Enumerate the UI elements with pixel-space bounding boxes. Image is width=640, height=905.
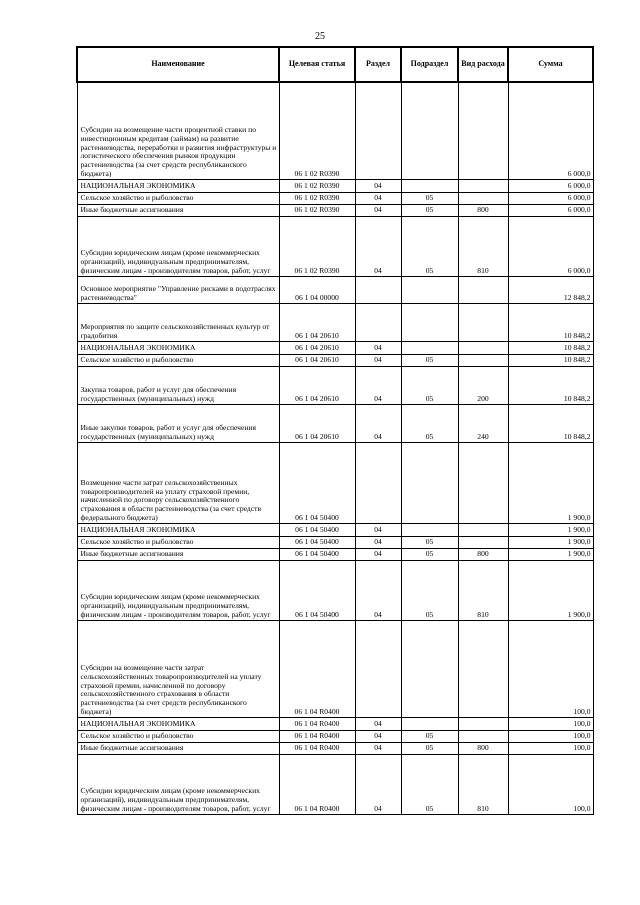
- cell-sum: 100,0: [508, 743, 593, 755]
- cell-name: Субсидии юридическим лицам (кроме некоммерческих организаций), индивидуальным предпринимателям, физическим лицам - производителям товаров, работ, услуг: [77, 217, 279, 277]
- cell-expense-type: 800: [458, 205, 508, 217]
- cell-sum: 1 900,0: [508, 537, 593, 549]
- table-row: [77, 621, 593, 718]
- cell-name: НАЦИОНАЛЬНАЯ ЭКОНОМИКА: [77, 180, 279, 193]
- cell-section: [355, 621, 401, 718]
- cell-subsection: 05: [401, 355, 458, 367]
- cell-subsection: 05: [401, 217, 458, 277]
- cell-section: 04: [355, 718, 401, 731]
- cell-target: 06 1 04 50400: [279, 443, 355, 524]
- cell-expense-type: 810: [458, 755, 508, 815]
- cell-target: 06 1 04 R0400: [279, 743, 355, 755]
- header-subsection: Подраздел: [401, 47, 458, 82]
- cell-name: Иные бюджетные ассигнования: [77, 549, 279, 561]
- cell-name: НАЦИОНАЛЬНАЯ ЭКОНОМИКА: [77, 718, 279, 731]
- cell-target: 06 1 04 R0400: [279, 731, 355, 743]
- table-row: [77, 217, 593, 277]
- cell-subsection: 05: [401, 549, 458, 561]
- cell-name: Иные закупки товаров, работ и услуг для обеспечения государственных (муниципальных) нужд: [77, 405, 279, 443]
- cell-section: 04: [355, 355, 401, 367]
- cell-target: 06 1 02 R0390: [279, 82, 355, 180]
- cell-target: 06 1 04 R0400: [279, 718, 355, 731]
- cell-name: Сельское хозяйство и рыболовство: [77, 731, 279, 743]
- cell-sum: 6 000,0: [508, 217, 593, 277]
- cell-section: 04: [355, 524, 401, 537]
- table-row: [77, 405, 593, 443]
- cell-expense-type: [458, 731, 508, 743]
- cell-section: 04: [355, 561, 401, 621]
- table-row: [77, 193, 593, 205]
- cell-expense-type: [458, 277, 508, 304]
- cell-target: 06 1 04 20610: [279, 342, 355, 355]
- cell-sum: 10 848,2: [508, 405, 593, 443]
- cell-sum: 1 900,0: [508, 549, 593, 561]
- cell-sum: 10 848,2: [508, 355, 593, 367]
- cell-name: Мероприятия по защите сельскохозяйственных культур от градобития: [77, 304, 279, 342]
- cell-expense-type: 240: [458, 405, 508, 443]
- cell-expense-type: [458, 443, 508, 524]
- table-row: [77, 549, 593, 561]
- cell-subsection: [401, 82, 458, 180]
- cell-subsection: 05: [401, 561, 458, 621]
- cell-subsection: 05: [401, 743, 458, 755]
- cell-name: Субсидии на возмещение части затрат сельскохозяйственных товаропроизводителей на уплату страховой премии, начисленной по договору сельскохозяйственного страхования в области растениеводства (за счет средств республиканского бюджета): [77, 621, 279, 718]
- cell-sum: 100,0: [508, 755, 593, 815]
- table-header-row: [77, 47, 593, 82]
- cell-section: 04: [355, 342, 401, 355]
- cell-expense-type: [458, 621, 508, 718]
- table-row: [77, 743, 593, 755]
- cell-section: 04: [355, 367, 401, 405]
- cell-expense-type: 800: [458, 743, 508, 755]
- cell-sum: 1 900,0: [508, 524, 593, 537]
- cell-subsection: [401, 443, 458, 524]
- cell-subsection: 05: [401, 755, 458, 815]
- table-row: [77, 304, 593, 342]
- cell-subsection: [401, 304, 458, 342]
- cell-sum: 1 900,0: [508, 443, 593, 524]
- cell-target: 06 1 02 R0390: [279, 193, 355, 205]
- cell-sum: 6 000,0: [508, 193, 593, 205]
- cell-subsection: [401, 277, 458, 304]
- cell-name: Возмещение части затрат сельскохозяйственных товаропроизводителей на уплату страховой премии, начисленной по договору сельскохозяйственного страхования в области растениеводства (за счет средств федерального бюджета): [77, 443, 279, 524]
- cell-expense-type: 800: [458, 549, 508, 561]
- table-row: [77, 205, 593, 217]
- cell-section: 04: [355, 205, 401, 217]
- cell-expense-type: [458, 304, 508, 342]
- cell-section: [355, 277, 401, 304]
- cell-sum: 10 848,2: [508, 304, 593, 342]
- cell-section: 04: [355, 217, 401, 277]
- cell-name: Основное мероприятие "Управление рисками в подотраслях растениеводства": [77, 277, 279, 304]
- cell-expense-type: 200: [458, 367, 508, 405]
- cell-sum: 6 000,0: [508, 82, 593, 180]
- cell-target: 06 1 04 50400: [279, 524, 355, 537]
- cell-subsection: 05: [401, 537, 458, 549]
- table-row: [77, 180, 593, 193]
- cell-target: 06 1 02 R0390: [279, 205, 355, 217]
- cell-sum: 10 848,2: [508, 342, 593, 355]
- cell-section: 04: [355, 537, 401, 549]
- cell-name: Субсидии юридическим лицам (кроме некоммерческих организаций), индивидуальным предпринимателям, физическим лицам - производителям товаров, работ, услуг: [77, 561, 279, 621]
- header-name: Наименование: [77, 47, 279, 82]
- header-target: Целевая статья: [279, 47, 355, 82]
- cell-subsection: [401, 342, 458, 355]
- header-sum: Сумма: [508, 47, 593, 82]
- cell-sum: 1 900,0: [508, 561, 593, 621]
- cell-name: Субсидии юридическим лицам (кроме некоммерческих организаций), индивидуальным предпринимателям, физическим лицам - производителям товаров, работ, услуг: [77, 755, 279, 815]
- cell-expense-type: [458, 537, 508, 549]
- cell-subsection: [401, 524, 458, 537]
- cell-expense-type: [458, 193, 508, 205]
- cell-section: [355, 304, 401, 342]
- budget-table: [76, 46, 594, 815]
- cell-target: 06 1 04 R0400: [279, 755, 355, 815]
- cell-expense-type: [458, 180, 508, 193]
- cell-name: Иные бюджетные ассигнования: [77, 743, 279, 755]
- cell-sum: 6 000,0: [508, 205, 593, 217]
- cell-target: 06 1 04 R0400: [279, 621, 355, 718]
- cell-section: 04: [355, 405, 401, 443]
- cell-subsection: [401, 718, 458, 731]
- cell-sum: 100,0: [508, 718, 593, 731]
- cell-section: [355, 82, 401, 180]
- table-row: [77, 367, 593, 405]
- table-row: [77, 342, 593, 355]
- page-number: 25: [315, 31, 325, 42]
- cell-expense-type: [458, 342, 508, 355]
- cell-name: Иные бюджетные ассигнования: [77, 205, 279, 217]
- cell-name: НАЦИОНАЛЬНАЯ ЭКОНОМИКА: [77, 524, 279, 537]
- cell-target: 06 1 04 00000: [279, 277, 355, 304]
- cell-subsection: 05: [401, 731, 458, 743]
- cell-name: НАЦИОНАЛЬНАЯ ЭКОНОМИКА: [77, 342, 279, 355]
- cell-section: [355, 443, 401, 524]
- cell-expense-type: 810: [458, 561, 508, 621]
- table-row: [77, 277, 593, 304]
- cell-expense-type: [458, 82, 508, 180]
- table-row: [77, 524, 593, 537]
- cell-expense-type: 810: [458, 217, 508, 277]
- header-expense-type: Вид расхода: [458, 47, 508, 82]
- cell-sum: 10 848,2: [508, 367, 593, 405]
- cell-subsection: [401, 180, 458, 193]
- cell-target: 06 1 02 R0390: [279, 180, 355, 193]
- cell-expense-type: [458, 524, 508, 537]
- cell-expense-type: [458, 718, 508, 731]
- cell-sum: 100,0: [508, 621, 593, 718]
- cell-section: 04: [355, 193, 401, 205]
- table-row: [77, 561, 593, 621]
- cell-name: Закупка товаров, работ и услуг для обеспечения государственных (муниципальных) нужд: [77, 367, 279, 405]
- header-section: Раздел: [355, 47, 401, 82]
- cell-name: Сельское хозяйство и рыболовство: [77, 193, 279, 205]
- cell-sum: 100,0: [508, 731, 593, 743]
- cell-target: 06 1 02 R0390: [279, 217, 355, 277]
- cell-target: 06 1 04 20610: [279, 405, 355, 443]
- table-row: [77, 755, 593, 815]
- cell-subsection: 05: [401, 205, 458, 217]
- table-row: [77, 718, 593, 731]
- cell-target: 06 1 04 50400: [279, 561, 355, 621]
- cell-target: 06 1 04 20610: [279, 304, 355, 342]
- cell-subsection: 05: [401, 405, 458, 443]
- cell-section: 04: [355, 743, 401, 755]
- cell-target: 06 1 04 20610: [279, 355, 355, 367]
- cell-section: 04: [355, 549, 401, 561]
- cell-target: 06 1 04 50400: [279, 549, 355, 561]
- cell-name: Субсидии на возмещение части процентной ставки по инвестиционным кредитам (займам) на развитие растениеводства, переработки и развития инфраструктуры и логистического обеспечения рынков продукции растениеводства (за счет средств республиканского бюджета): [77, 82, 279, 180]
- cell-section: 04: [355, 755, 401, 815]
- table-row: [77, 82, 593, 180]
- table-row: [77, 443, 593, 524]
- cell-subsection: [401, 621, 458, 718]
- cell-section: 04: [355, 731, 401, 743]
- cell-expense-type: [458, 355, 508, 367]
- cell-section: 04: [355, 180, 401, 193]
- cell-name: Сельское хозяйство и рыболовство: [77, 537, 279, 549]
- cell-sum: 6 000,0: [508, 180, 593, 193]
- table-row: [77, 355, 593, 367]
- cell-subsection: 05: [401, 367, 458, 405]
- cell-subsection: 05: [401, 193, 458, 205]
- cell-sum: 12 848,2: [508, 277, 593, 304]
- table-row: [77, 731, 593, 743]
- cell-name: Сельское хозяйство и рыболовство: [77, 355, 279, 367]
- table-row: [77, 537, 593, 549]
- cell-target: 06 1 04 20610: [279, 367, 355, 405]
- cell-target: 06 1 04 50400: [279, 537, 355, 549]
